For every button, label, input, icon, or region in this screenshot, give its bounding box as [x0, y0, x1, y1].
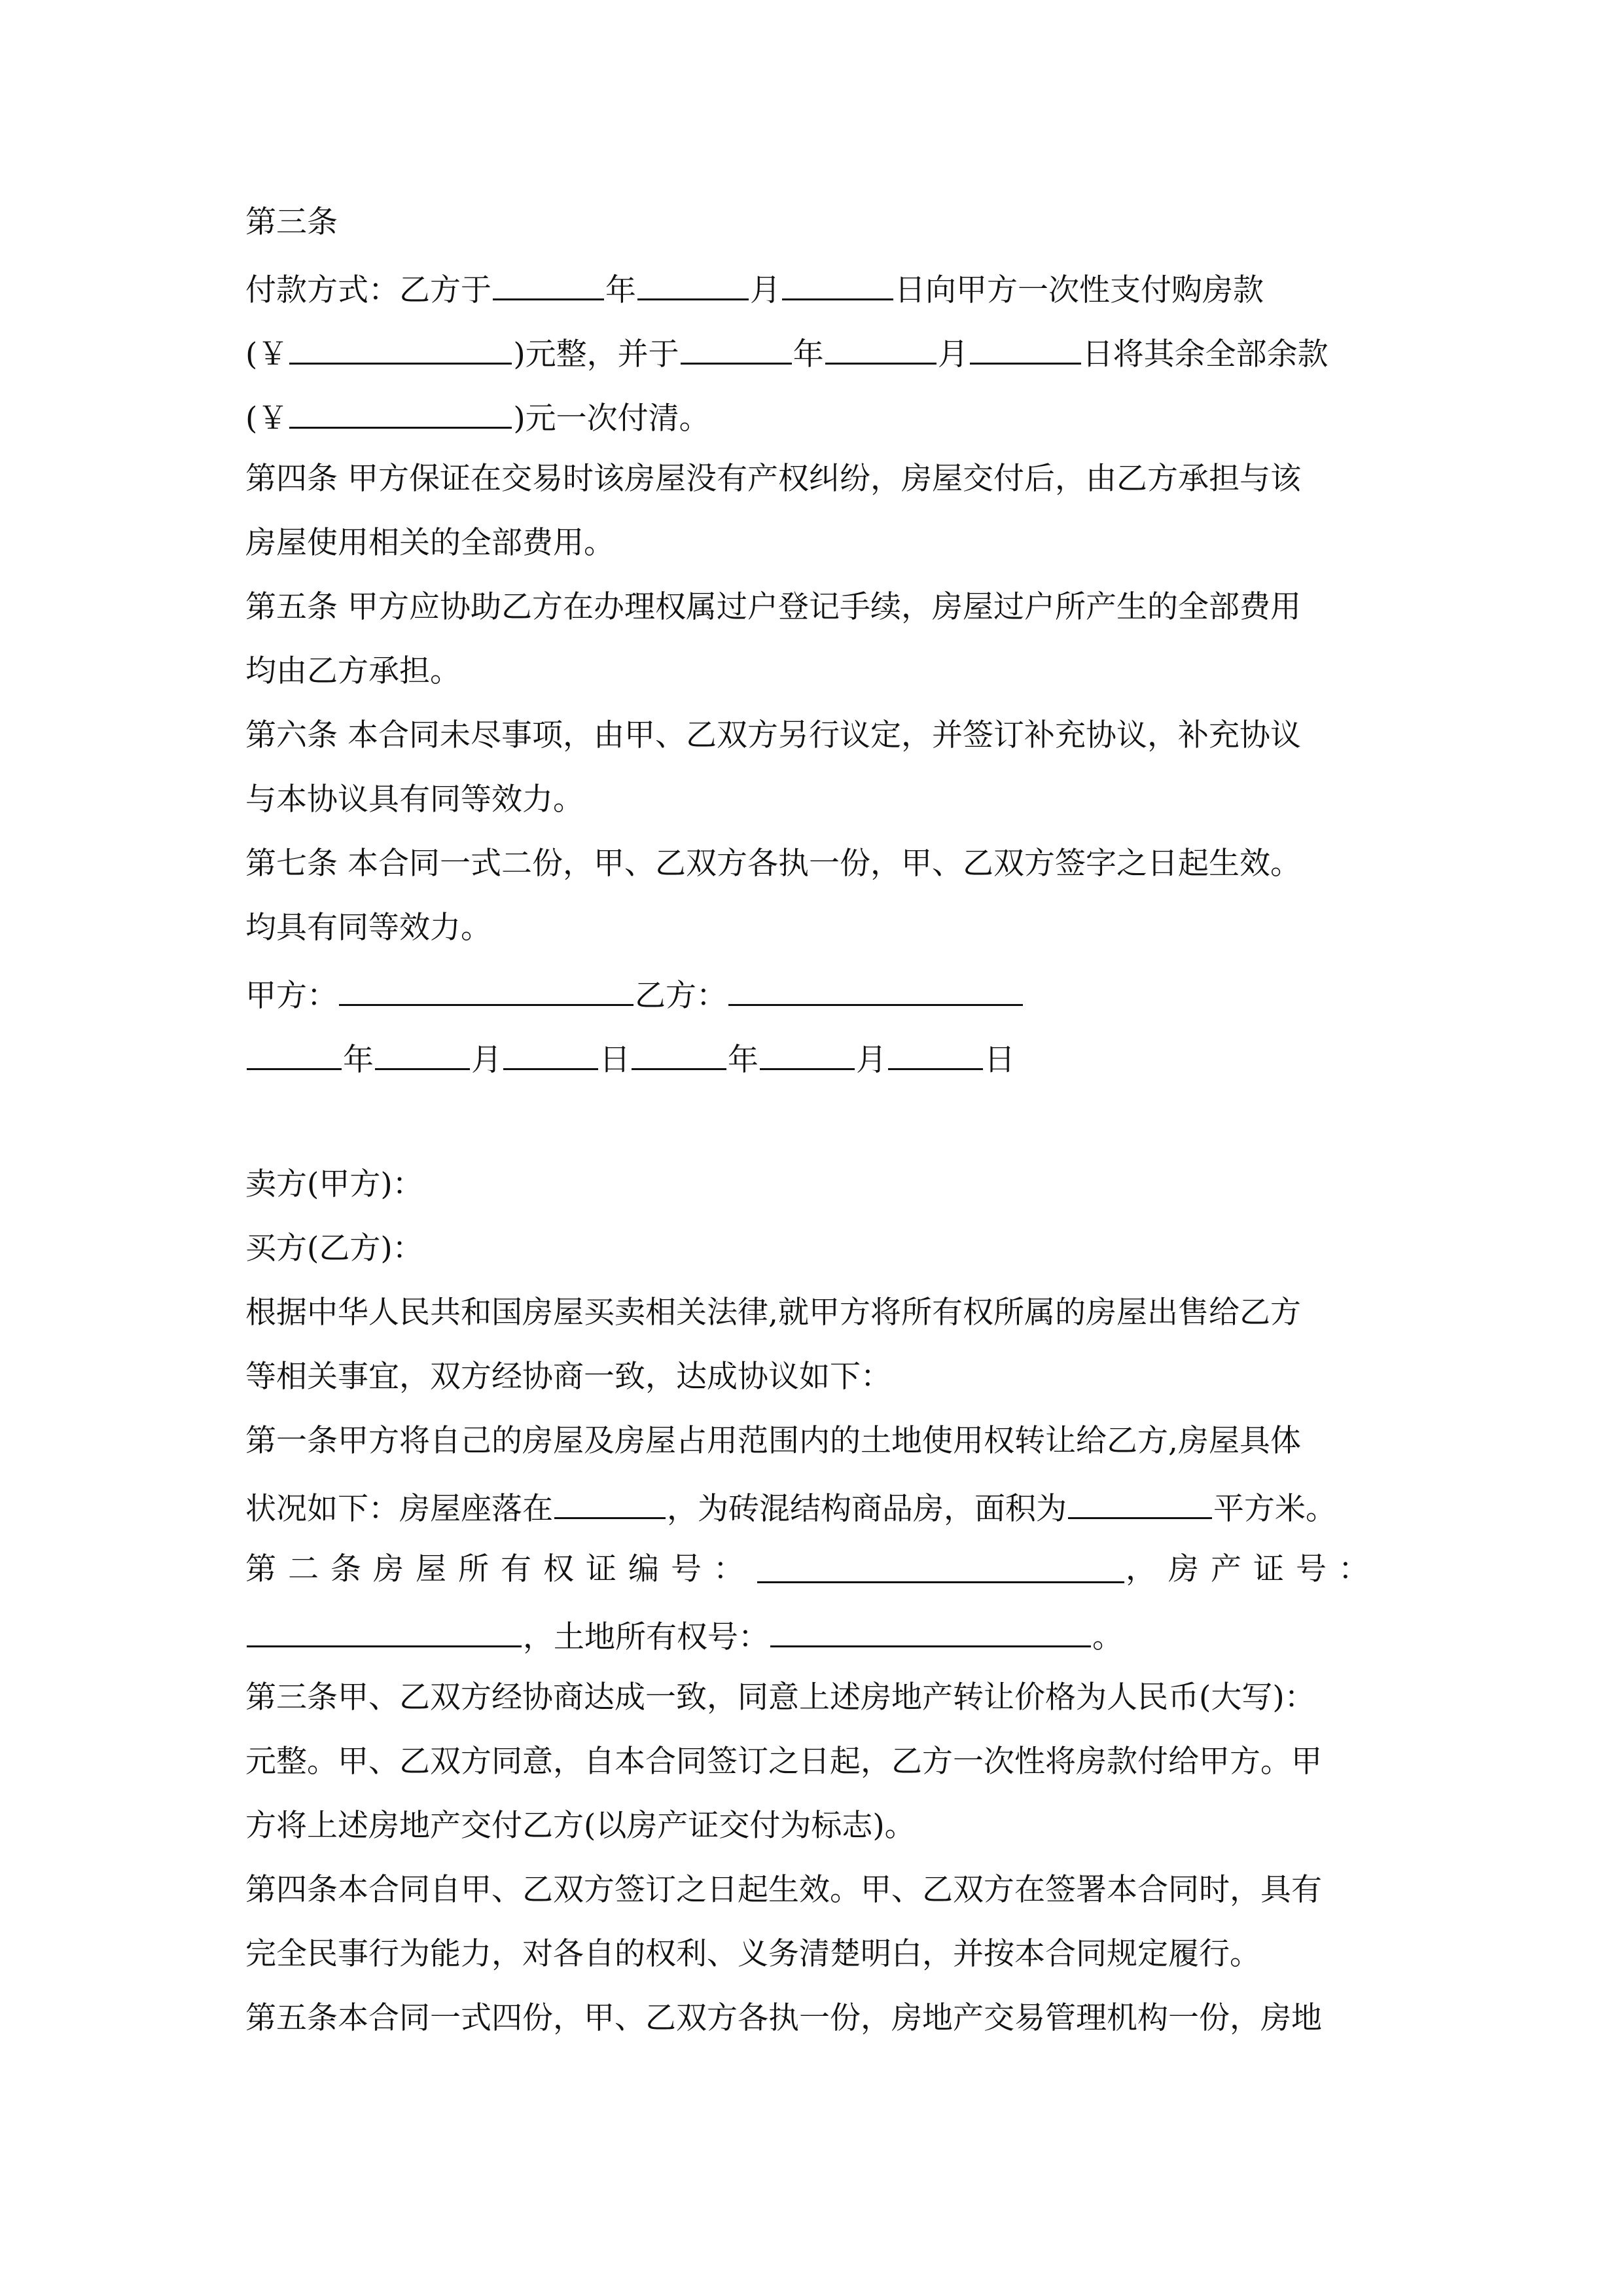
- article-4-line-1: 第四条 甲方保证在交易时该房屋没有产权纠纷，房屋交付后，由乙方承担与该: [245, 461, 1301, 497]
- text: 年: [605, 272, 636, 308]
- article-5-line-2: 均由乙方承担。: [245, 653, 461, 689]
- blank-day[interactable]: [503, 1037, 598, 1070]
- text: ，为砖混结构商品房，面积为: [667, 1491, 1067, 1527]
- article-4-line-2: 房屋使用相关的全部费用。: [245, 525, 615, 561]
- signature-date-line: [245, 1037, 1015, 1076]
- clause-2-line-1: [245, 1550, 1381, 1589]
- clause-4-line-2: 完全民事行为能力，对各自的权利、义务清楚明白，并按本合同规定履行。: [245, 1936, 1260, 1972]
- article-7-line-1: 第七条 本合同一式二份，甲、乙双方各执一份，甲、乙双方签字之日起生效。: [245, 846, 1301, 882]
- text: 年: [728, 1042, 758, 1078]
- blank-year[interactable]: [681, 331, 792, 365]
- article-7-line-2: 均具有同等效力。: [245, 910, 491, 946]
- blank-amount[interactable]: [289, 331, 512, 365]
- blank-amount[interactable]: [289, 395, 512, 429]
- signature-line: [245, 973, 1024, 1012]
- blank-property-cert-no[interactable]: [247, 1614, 522, 1647]
- article-3-title: 第三条: [245, 204, 338, 240]
- blank-month[interactable]: [637, 267, 749, 300]
- party-b-signature-field[interactable]: [728, 973, 1023, 1006]
- text: 付款方式：乙方于: [245, 272, 491, 308]
- blank-land-right-no[interactable]: [770, 1614, 1091, 1647]
- blank-year[interactable]: [632, 1037, 726, 1070]
- text: 日: [984, 1042, 1015, 1078]
- seller-label: 卖方(甲方)：: [245, 1166, 423, 1202]
- article-6-line-1: 第六条 本合同未尽事项，由甲、乙双方另行议定，并签订补充协议，补充协议: [245, 717, 1301, 753]
- blank-year[interactable]: [247, 1037, 342, 1070]
- party-a-signature-field[interactable]: [339, 973, 633, 1006]
- blank-ownership-cert-no[interactable]: [757, 1550, 1124, 1583]
- text: (￥: [245, 336, 289, 372]
- text: 日将其余全部余款: [1082, 336, 1329, 372]
- clause-3-line-2: 元整。甲、乙双方同意，自本合同签订之日起，乙方一次性将房款付给甲方。甲: [245, 1744, 1322, 1780]
- blank-month[interactable]: [760, 1037, 855, 1070]
- text: 日: [599, 1042, 630, 1078]
- text: )元一次付清。: [513, 401, 710, 437]
- clause-1-line-1: 第一条甲方将自己的房屋及房屋占用范围内的土地使用权转让给乙方,房屋具体: [245, 1423, 1301, 1459]
- text: 月: [856, 1042, 887, 1078]
- article-6-line-2: 与本协议具有同等效力。: [245, 781, 584, 817]
- clause-3-line-1: 第三条甲、乙双方经协商达成一致，同意上述房地产转让价格为人民币(大写)：: [245, 1679, 1315, 1715]
- text: 月: [937, 336, 969, 372]
- clause-2-line-2: [245, 1614, 1123, 1653]
- blank-month[interactable]: [375, 1037, 470, 1070]
- text: ，房产证号：: [1126, 1551, 1381, 1587]
- text: (￥: [245, 401, 289, 437]
- text: 。: [1092, 1619, 1123, 1655]
- text: 第二条房屋所有权证编号：: [245, 1551, 756, 1587]
- blank-day[interactable]: [888, 1037, 983, 1070]
- clause-5-line-1: 第五条本合同一式四份，甲、乙双方各执一份，房地产交易管理机构一份，房地: [245, 2000, 1322, 2036]
- payment-method-line-3: [245, 395, 710, 435]
- text: ，土地所有权号：: [523, 1619, 769, 1655]
- payment-method-line-2: [245, 331, 1329, 370]
- payment-method-line-1: [245, 267, 1264, 306]
- text: 平方米。: [1213, 1491, 1336, 1527]
- blank-month[interactable]: [825, 331, 936, 365]
- intro-line-2: 等相关事宜，双方经协商一致，达成协议如下：: [245, 1359, 891, 1395]
- text: )元整，并于: [513, 336, 679, 372]
- text: 月: [471, 1042, 502, 1078]
- text: 年: [793, 336, 824, 372]
- party-b-label: 乙方：: [635, 978, 727, 1014]
- blank-day[interactable]: [970, 331, 1081, 365]
- party-a-label: 甲方：: [245, 978, 338, 1014]
- text: 年: [343, 1042, 374, 1078]
- clause-1-line-2: [245, 1486, 1336, 1525]
- clause-3-line-3: 方将上述房地产交付乙方(以房产证交付为标志)。: [245, 1808, 916, 1844]
- text: 状况如下：房屋座落在: [245, 1491, 553, 1527]
- buyer-label: 买方(乙方)：: [245, 1230, 423, 1266]
- blank-day[interactable]: [782, 267, 893, 300]
- clause-4-line-1: 第四条本合同自甲、乙双方签订之日起生效。甲、乙双方在签署本合同时，具有: [245, 1872, 1322, 1908]
- blank-year[interactable]: [493, 267, 604, 300]
- blank-location[interactable]: [554, 1486, 666, 1519]
- text: 月: [750, 272, 781, 308]
- blank-area[interactable]: [1068, 1486, 1212, 1519]
- text: 日向甲方一次性支付购房款: [895, 272, 1264, 308]
- intro-line-1: 根据中华人民共和国房屋买卖相关法律,就甲方将所有权所属的房屋出售给乙方: [245, 1295, 1301, 1331]
- article-5-line-1: 第五条 甲方应协助乙方在办理权属过户登记手续，房屋过户所产生的全部费用: [245, 589, 1301, 625]
